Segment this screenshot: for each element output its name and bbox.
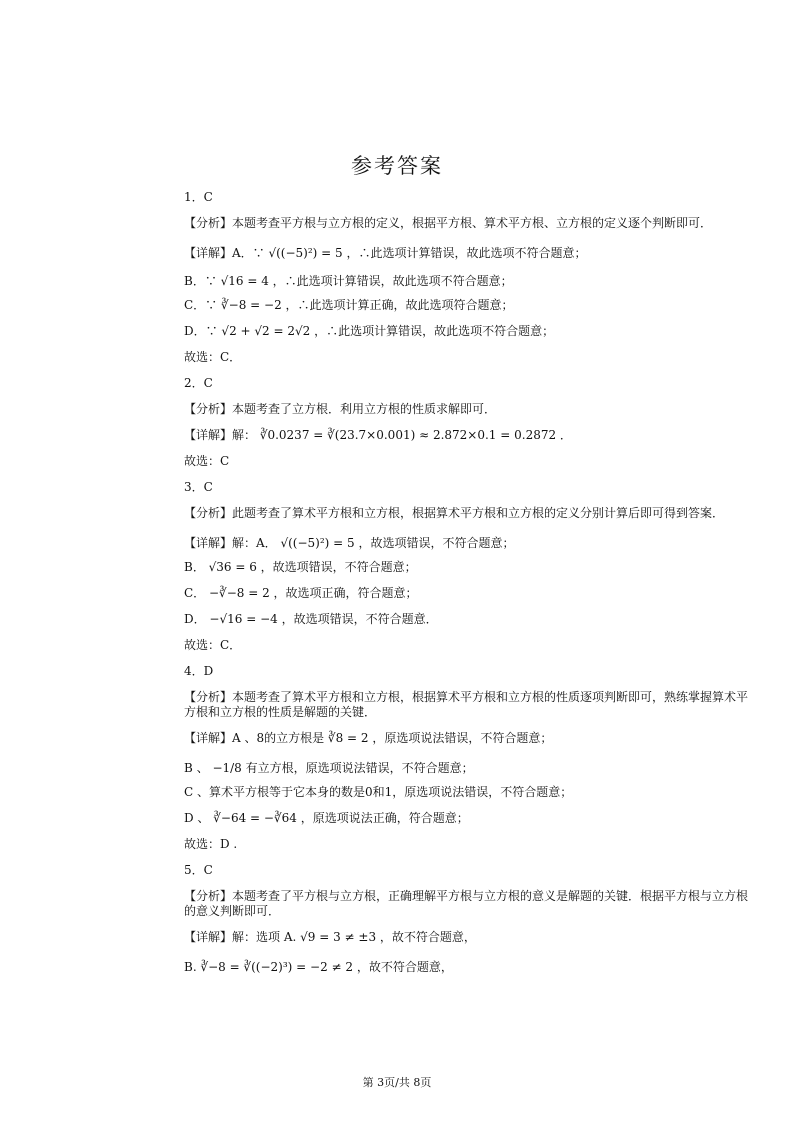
text-line: B．∵ √16 = 4 ，∴此选项计算错误，故此选项不符合题意； bbox=[184, 274, 513, 288]
answer-content bbox=[184, 190, 754, 984]
text-line: 故选：C bbox=[184, 454, 230, 468]
text-line: 【详解】A．∵ √((−5)²) = 5 ，∴此选项计算错误，故此选项不符合题意； bbox=[184, 246, 587, 260]
text-line: 【详解】A 、8的立方根是 ∛8 = 2 ，原选项说法错误，不符合题意； bbox=[184, 731, 553, 745]
text-line: C．∵ ∛−8 = −2 ，∴此选项计算正确，故此选项符合题意； bbox=[184, 298, 514, 312]
text-line: 2．C bbox=[184, 376, 213, 390]
text-line: B. ∛−8 = ∛((−2)³) = −2 ≠ 2 ，故不符合题意， bbox=[184, 960, 453, 974]
text-line: 【详解】解：选项 A. √9 = 3 ≠ ±3 ，故不符合题意， bbox=[184, 930, 476, 944]
text-line: D． −√16 = −4 ，故选项错误，不符合题意． bbox=[184, 612, 438, 626]
text-line: 【详解】解： ∛0.0237 = ∛(23.7×0.001) ≈ 2.872×0.1 = 0.2872 ． bbox=[184, 428, 572, 442]
text-line: 【分析】本题考查了立方根．利用立方根的性质求解即可． bbox=[184, 402, 497, 416]
text-line: 【分析】此题考查了算术平方根和立方根，根据算术平方根和立方根的定义分别计算后即可得到答案． bbox=[184, 506, 725, 520]
text-line: C 、算术平方根等于它本身的数是0和1，原选项说法错误，不符合题意； bbox=[184, 785, 573, 799]
text-line: 【分析】本题考查了算术平方根和立方根，根据算术平方根和立方根的性质逐项判断即可，熟练掌握算术平方根和立方根的性质是解题的关键． bbox=[184, 690, 749, 719]
text-line: 【分析】本题考查平方根与立方根的定义，根据平方根、算术平方根、立方根的定义逐个判断即可． bbox=[184, 216, 713, 230]
text-line: B 、 −1/8 有立方根，原选项说法错误，不符合题意； bbox=[184, 761, 474, 775]
text-line: C． −∛−8 = 2 ，故选项正确，符合题意； bbox=[184, 586, 418, 600]
text-line: 4．D bbox=[184, 664, 214, 678]
text-line: 故选：C． bbox=[184, 350, 242, 364]
text-line: 3．C bbox=[184, 480, 213, 494]
text-line: D．∵ √2 + √2 = 2√2 ，∴此选项计算错误，故此选项不符合题意； bbox=[184, 324, 555, 338]
text-line: D 、 ∛−64 = −∛64 ，原选项说法正确，符合题意； bbox=[184, 811, 469, 825]
text-line: 1．C bbox=[184, 190, 213, 204]
page-footer: 第 3页/共 8页 bbox=[362, 1076, 432, 1089]
text-line: 【分析】本题考查了平方根与立方根，正确理解平方根与立方根的意义是解题的关键．根据平方根与立方根的意义判断即可． bbox=[184, 889, 749, 918]
text-line: B． √36 = 6 ，故选项错误，不符合题意； bbox=[184, 560, 417, 574]
text-line: 故选：D . bbox=[184, 837, 238, 851]
page-title: 参考答案 bbox=[351, 154, 443, 178]
text-line: 故选：C． bbox=[184, 638, 242, 652]
text-line: 5．C bbox=[184, 863, 213, 877]
text-line: 【详解】解：A． √((−5)²) = 5 ，故选项错误，不符合题意； bbox=[184, 536, 515, 550]
